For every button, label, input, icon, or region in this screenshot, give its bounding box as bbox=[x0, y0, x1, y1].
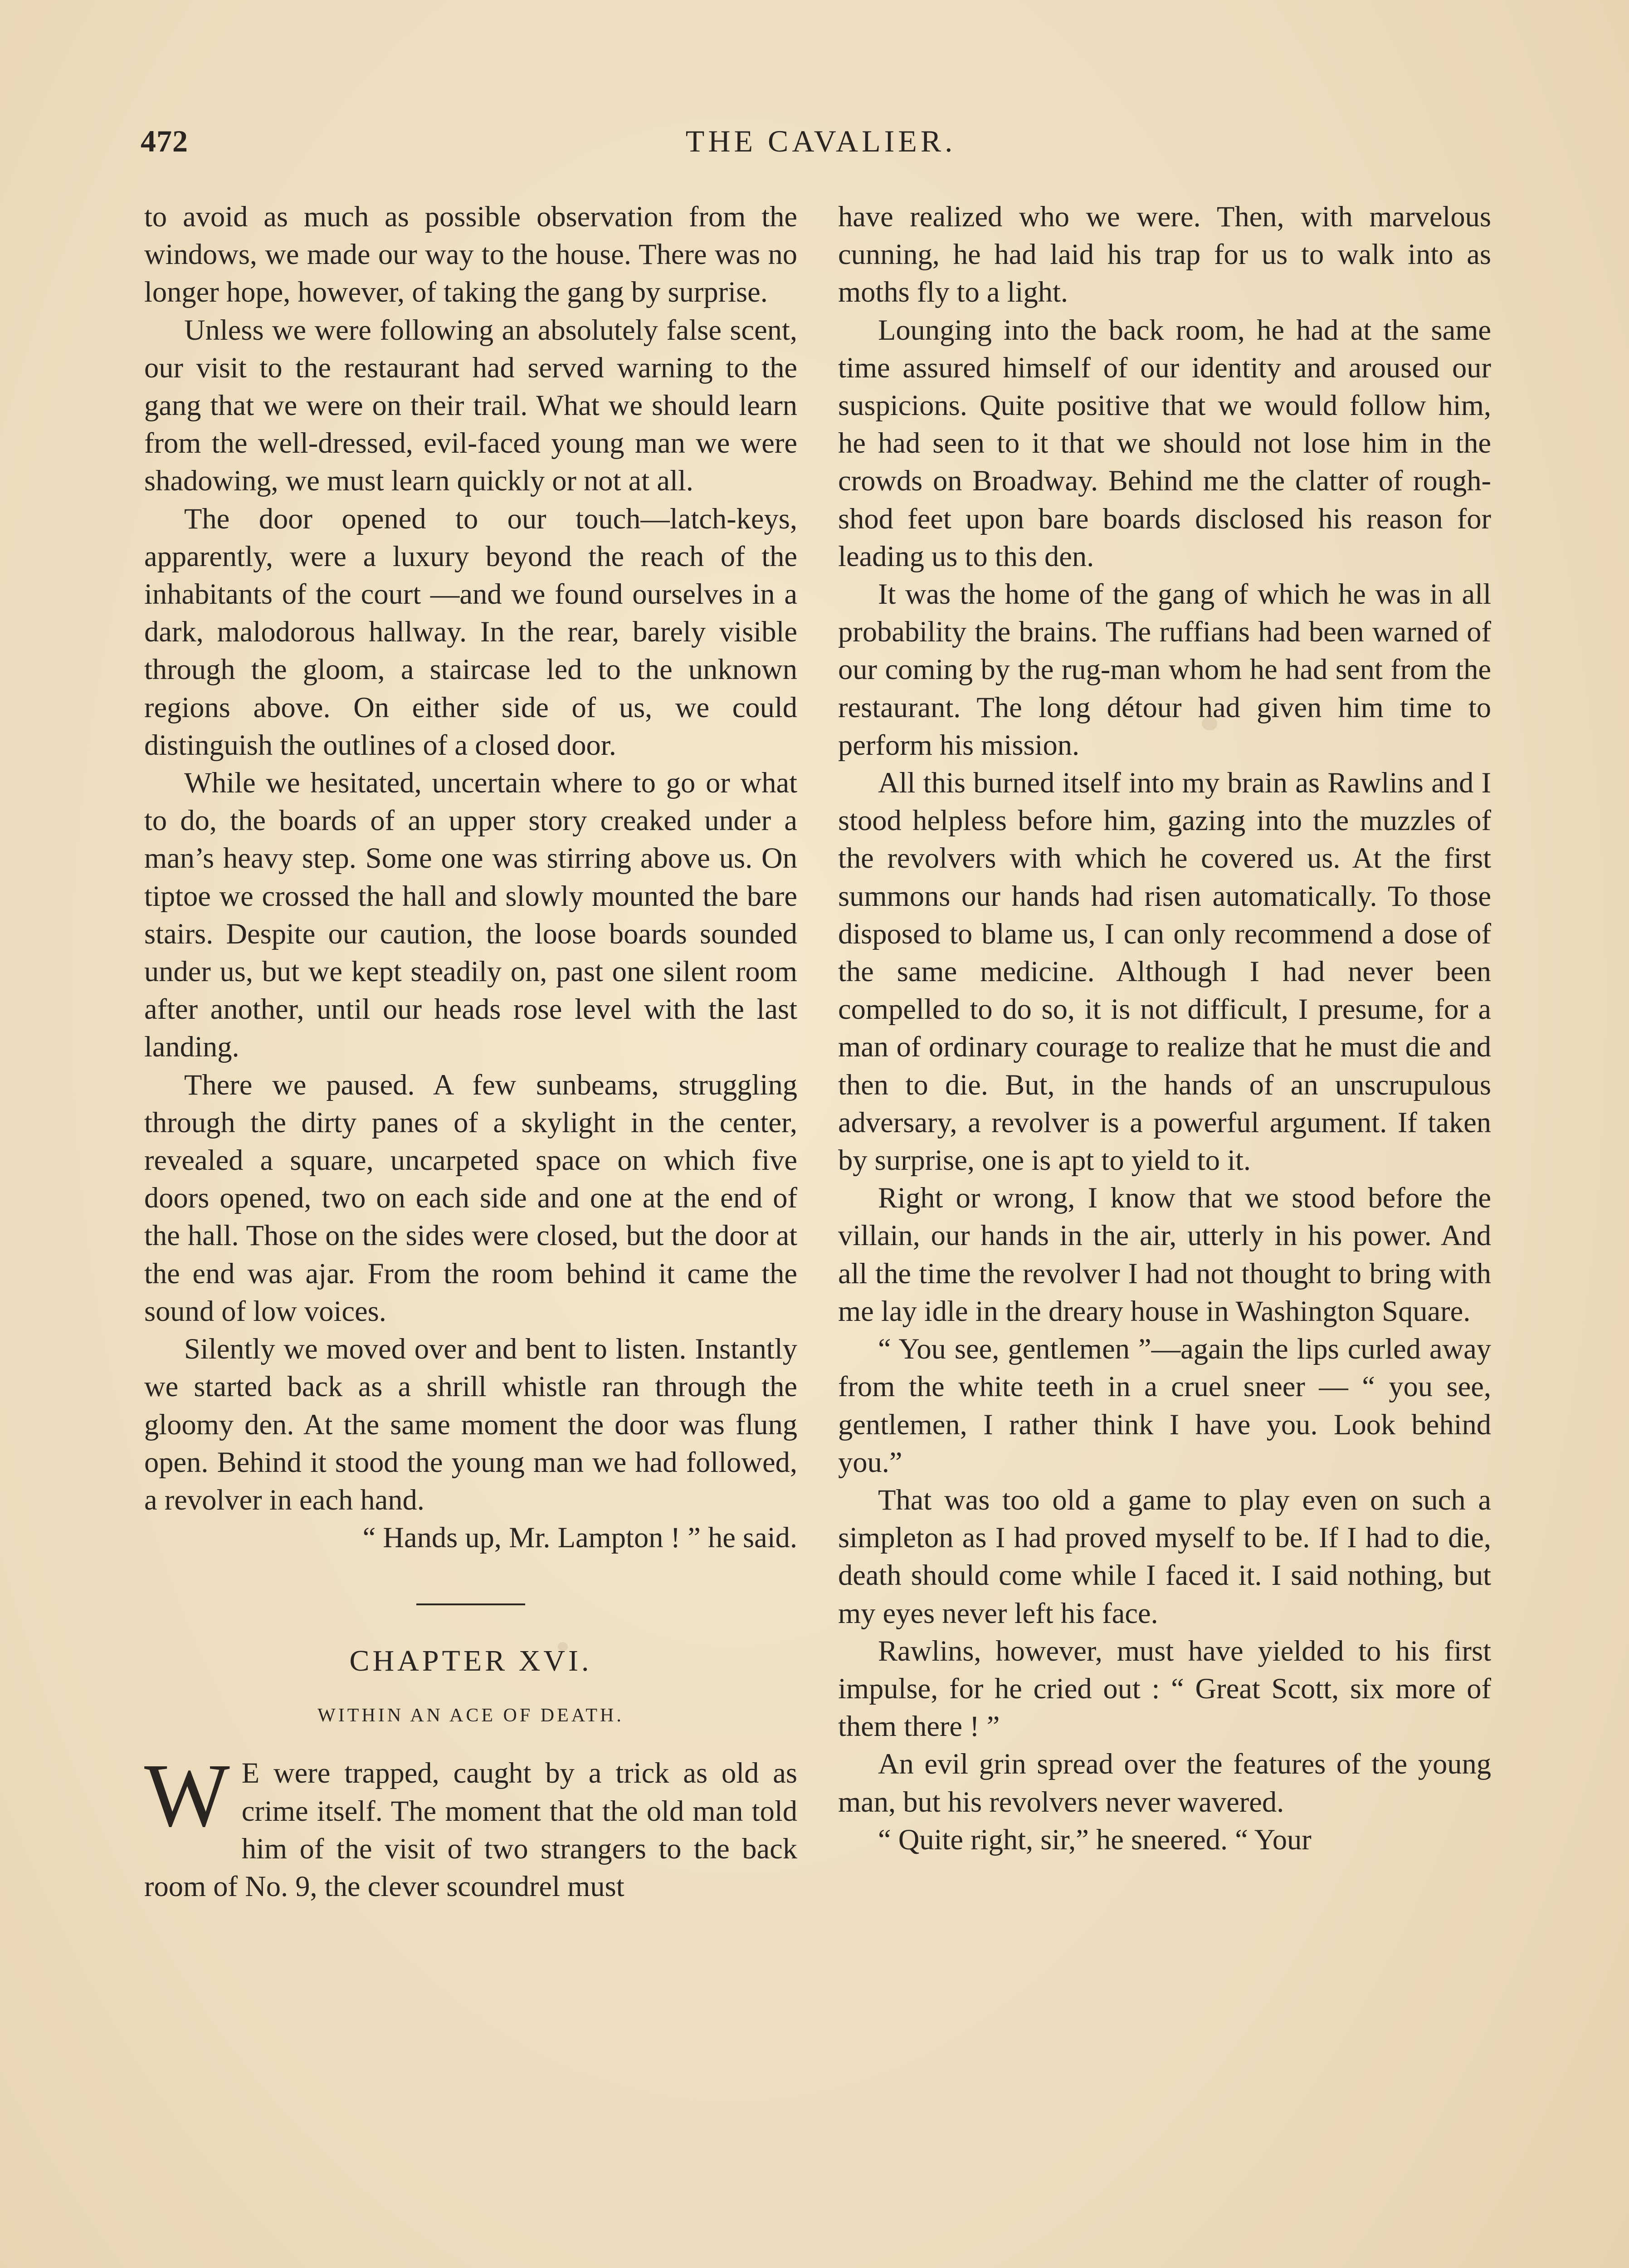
page-header bbox=[141, 123, 1501, 173]
paragraph: The door opened to our touch—latch-keys, apparently, were a luxury beyond the reach of the inhabitants of the court —and we found ourselves in a dark, malodorous hallway. In the rear, barely visible through the gloom, a staircase led to the unknown regions above. On either side of us, we could distinguish the outlines of a closed door. bbox=[144, 502, 797, 761]
paragraph: While we hesitated, uncertain where to go or what to do, the boards of an upper story creaked under a man’s heavy step. Some one was stirring above us. On tiptoe we crossed the hall and slowly mounted the bare stairs. Despite our caution, the loose boards sounded under us, but we kept steadily on, past one silent room after another, until our heads rose level with the last landing. bbox=[144, 767, 797, 1063]
chapter-opening-text: E were trapped, caught by a trick as old as crime itself. The moment that the old man told him of the visit of two strangers to the back room of No. 9, the clever scoundrel must bbox=[144, 1757, 797, 1902]
paragraph: There we paused. A few sunbeams, struggling through the dirty panes of a skylight in the center, revealed a square, uncarpeted space on which five doors opened, two on each side and one at the end of the hall. Those on the sides were closed, but the door at the end was ajar. From the room behind it came the sound of low voices. bbox=[144, 1068, 797, 1327]
running-head: THE CAVALIER. bbox=[685, 124, 956, 158]
left-column bbox=[144, 198, 797, 1905]
chapter-subtitle: WITHIN AN ACE OF DEATH. bbox=[317, 1705, 624, 1726]
drop-cap: W bbox=[144, 1745, 230, 1846]
paragraph: Silently we moved over and bent to listen. Instantly we started back as a shrill whistle ran through the gloomy den. At the same moment the door was flung open. Behind it stood the young man we had followed, a revolver in each hand. bbox=[144, 1333, 797, 1516]
paragraph: Right or wrong, I know that we stood before the villain, our hands in the air, utterly in his power. And all the time the revolver I had not thought to bring with me lay idle in the dreary house in Washington Square. bbox=[838, 1182, 1491, 1327]
paragraph: All this burned itself into my brain as Rawlins and I stood helpless before him, gazing into the muzzles of the revolvers with which he covered us. At the first summons our hands had risen automatically. To those disposed to blame us, I can only recommend a dose of the same medicine. Although I had never been compelled to do so, it is not difficult, I presume, for a man of ordinary courage to realize that he must die and then to die. But, in the hands of an unscrupulous adversary, a revolver is a powerful argument. If taken by surprise, one is apt to yield to it. bbox=[838, 767, 1491, 1177]
paragraph: “ Quite right, sir,” he sneered. “ Your bbox=[878, 1823, 1312, 1856]
right-column bbox=[838, 198, 1491, 1858]
paragraph: have realized who we were. Then, with marvelous cunning, he had laid his trap for us to walk into as moths fly to a light. bbox=[838, 200, 1491, 308]
paragraph: Rawlins, however, must have yielded to his first impulse, for he cried out : “ Great Scott, six more of them there ! ” bbox=[838, 1634, 1491, 1743]
page-number: 472 bbox=[141, 124, 188, 158]
paragraph: to avoid as much as possible observation from the windows, we made our way to the house. There was no longer hope, however, of taking the gang by surprise. bbox=[144, 200, 797, 308]
paragraph: Unless we were following an absolutely false scent, our visit to the restaurant had served warning to the gang that we were on their trail. What we should learn from the well-dressed, evil-faced young man we were shadowing, we must learn quickly or not at all. bbox=[144, 313, 797, 497]
chapter-title: CHAPTER XVI. bbox=[349, 1644, 592, 1678]
paragraph: That was too old a game to play even on such a simpleton as I had proved myself to be. If I had to die, death should come while I faced it. I said nothing, but my eyes never left his face. bbox=[838, 1483, 1491, 1629]
paragraph: Lounging into the back room, he had at the same time assured himself of our identity and aroused our suspicions. Quite positive that we would follow him, he had seen to it that we should not lose him in the crowds on Broadway. Behind me the clatter of rough-shod feet upon bare boards disclosed his reason for leading us to this den. bbox=[838, 313, 1491, 572]
paragraph: “ Hands up, Mr. Lampton ! ” he said. bbox=[362, 1521, 797, 1554]
paragraph: An evil grin spread over the features of the young man, but his revolvers never wavered. bbox=[838, 1748, 1491, 1818]
paragraph: “ You see, gentlemen ”—again the lips curled away from the white teeth in a cruel sneer — “ you see, gentlemen, I rather think I have you. Look behind you.” bbox=[838, 1333, 1491, 1478]
chapter-opening-paragraph bbox=[144, 1745, 797, 1905]
section-divider bbox=[416, 1603, 525, 1605]
paragraph: It was the home of the gang of which he was in all probability the brains. The ruffians had been warned of our coming by the rug-man whom he had sent from the restaurant. The long détour had given him time to perform his mission. bbox=[838, 578, 1491, 761]
